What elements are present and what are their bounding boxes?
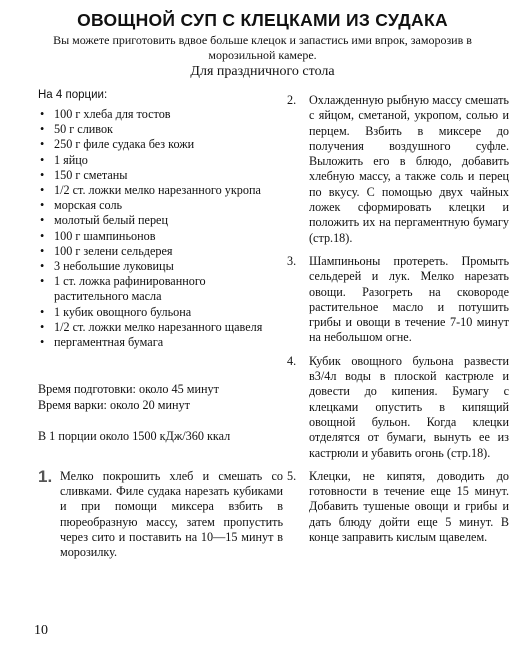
ingredient-item — [38, 153, 283, 168]
bullet-icon: • — [40, 152, 45, 167]
ingredient-text: 1 кубик овощного бульона — [54, 304, 192, 319]
ingredient-text: молотый белый перец — [54, 213, 168, 228]
bullet-icon: • — [40, 167, 45, 182]
ingredient-item — [38, 198, 283, 213]
energy-value: В 1 порции около 1500 кДж/360 ккал — [38, 429, 231, 444]
ingredient-item — [38, 274, 283, 304]
step-number: 5. — [287, 468, 297, 483]
recipe-step — [287, 93, 509, 246]
ingredient-text: 100 г шампиньонов — [54, 228, 156, 243]
page-number: 10 — [34, 623, 48, 638]
step-number: 1. — [38, 466, 53, 486]
bullet-icon: • — [40, 243, 45, 258]
recipe-step — [287, 254, 509, 346]
bullet-icon: • — [40, 213, 45, 228]
ingredients-list — [38, 107, 283, 350]
bullet-icon: • — [40, 228, 45, 243]
ingredient-text: 1 яйцо — [54, 152, 88, 167]
ingredient-item — [38, 305, 283, 320]
ingredient-item — [38, 183, 283, 198]
ingredient-item — [38, 335, 283, 350]
cook-time: Время варки: около 20 минут — [38, 397, 190, 412]
ingredient-text: 1/2 ст. ложки мелко нарезанного укропа — [54, 183, 261, 198]
recipe-step — [287, 354, 509, 461]
step-number: 2. — [287, 93, 297, 107]
ingredient-item — [38, 122, 283, 137]
prep-time: Время подготовки: около 45 минут — [38, 382, 219, 397]
ingredient-text: 3 небольшие луковицы — [54, 259, 174, 274]
ingredient-text: 100 г хлеба для тостов — [54, 107, 171, 121]
bullet-icon: • — [40, 137, 45, 152]
bullet-icon: • — [40, 259, 45, 274]
step-text: Шампиньоны протереть. Промыть сельдерей и лук. Мелко нарезать овощи. Разогреть на сковороде растительное масло и потушить грибы и овощи в течение 7-10 минут на небольшом огне. — [309, 253, 509, 345]
ingredient-item — [38, 229, 283, 244]
ingredient-item — [38, 320, 283, 335]
recipe-subtitle: Вы можете приготовить вдвое больше клецок и запастись ими впрок, заморозив в морозильной камере. — [53, 33, 472, 62]
recipe-occasion: Для праздничного стола — [190, 64, 335, 79]
ingredient-item — [38, 259, 283, 274]
ingredient-item — [38, 213, 283, 228]
portions-label: На 4 порции: — [38, 89, 108, 101]
bullet-icon: • — [40, 122, 45, 137]
step-number: 3. — [287, 253, 297, 268]
ingredient-text: 50 г сливок — [54, 122, 113, 137]
bullet-icon: • — [40, 198, 45, 213]
ingredient-text: 250 г филе судака без кожи — [54, 137, 195, 152]
bullet-icon: • — [40, 274, 45, 289]
left-column — [38, 89, 283, 561]
ingredient-text: пергаментная бумага — [54, 335, 164, 350]
recipe-title: ОВОЩНОЙ СУП С КЛЕЦКАМИ ИЗ СУДАКА — [77, 10, 448, 30]
right-column — [287, 93, 509, 553]
ingredient-text: 1 ст. ложка рафинированного растительного масла — [54, 274, 206, 304]
step-text: Кубик овощного бульона развести в3/4л воды в плоской кастрюле и довести до кипения. Бумагу с клецками опустить в кипящий овощной бульон. Когда клецки отделятся от бумаги, вынуть ее из кастрюли и убавить огонь (стр.18). — [309, 353, 509, 460]
ingredient-text: 100 г зелени сельдерея — [54, 243, 173, 258]
ingredient-text: 1/2 ст. ложки мелко нарезанного щавеля — [54, 319, 263, 334]
ingredient-text: морская соль — [54, 198, 123, 213]
ingredient-text: 150 г сметаны — [54, 167, 128, 182]
step-text: Клецки, не кипятя, доводить до готовности в течение еще 15 минут. Добавить тушеные овощи и грибы и дать блюду дойти еще 5 минут. В конце заправить кислым щавелем. — [309, 468, 509, 545]
bullet-icon: • — [40, 183, 45, 198]
recipe-step — [287, 469, 509, 545]
ingredient-item — [38, 137, 283, 152]
bullet-icon: • — [40, 335, 45, 350]
bullet-icon: • — [40, 304, 45, 319]
ingredient-item — [38, 168, 283, 183]
bullet-icon: • — [40, 319, 45, 334]
step-number: 4. — [287, 353, 297, 368]
recipe-step — [38, 466, 283, 561]
ingredient-item — [38, 244, 283, 259]
step-text: Мелко покрошить хлеб и смешать со сливками. Филе судака нарезать кубиками и при помощи миксера взбить в пюреобразную массу, затем пропустить через сито и поставить на 10—15 минут в морозилку. — [60, 468, 283, 560]
bullet-icon: • — [40, 107, 45, 121]
ingredient-item — [38, 107, 283, 122]
step-text: Охлажденную рыбную массу смешать с яйцом, сметаной, укропом, солью и перцем. Взбить в миксере до получения воздушного суфле. Выложить его в блюдо, добавить хлебную массу, а также соль и перец по вкусу. С помощью двух чайных ложек сформировать клецки и положить их на пергаментную бумагу (стр.18). — [309, 93, 509, 245]
